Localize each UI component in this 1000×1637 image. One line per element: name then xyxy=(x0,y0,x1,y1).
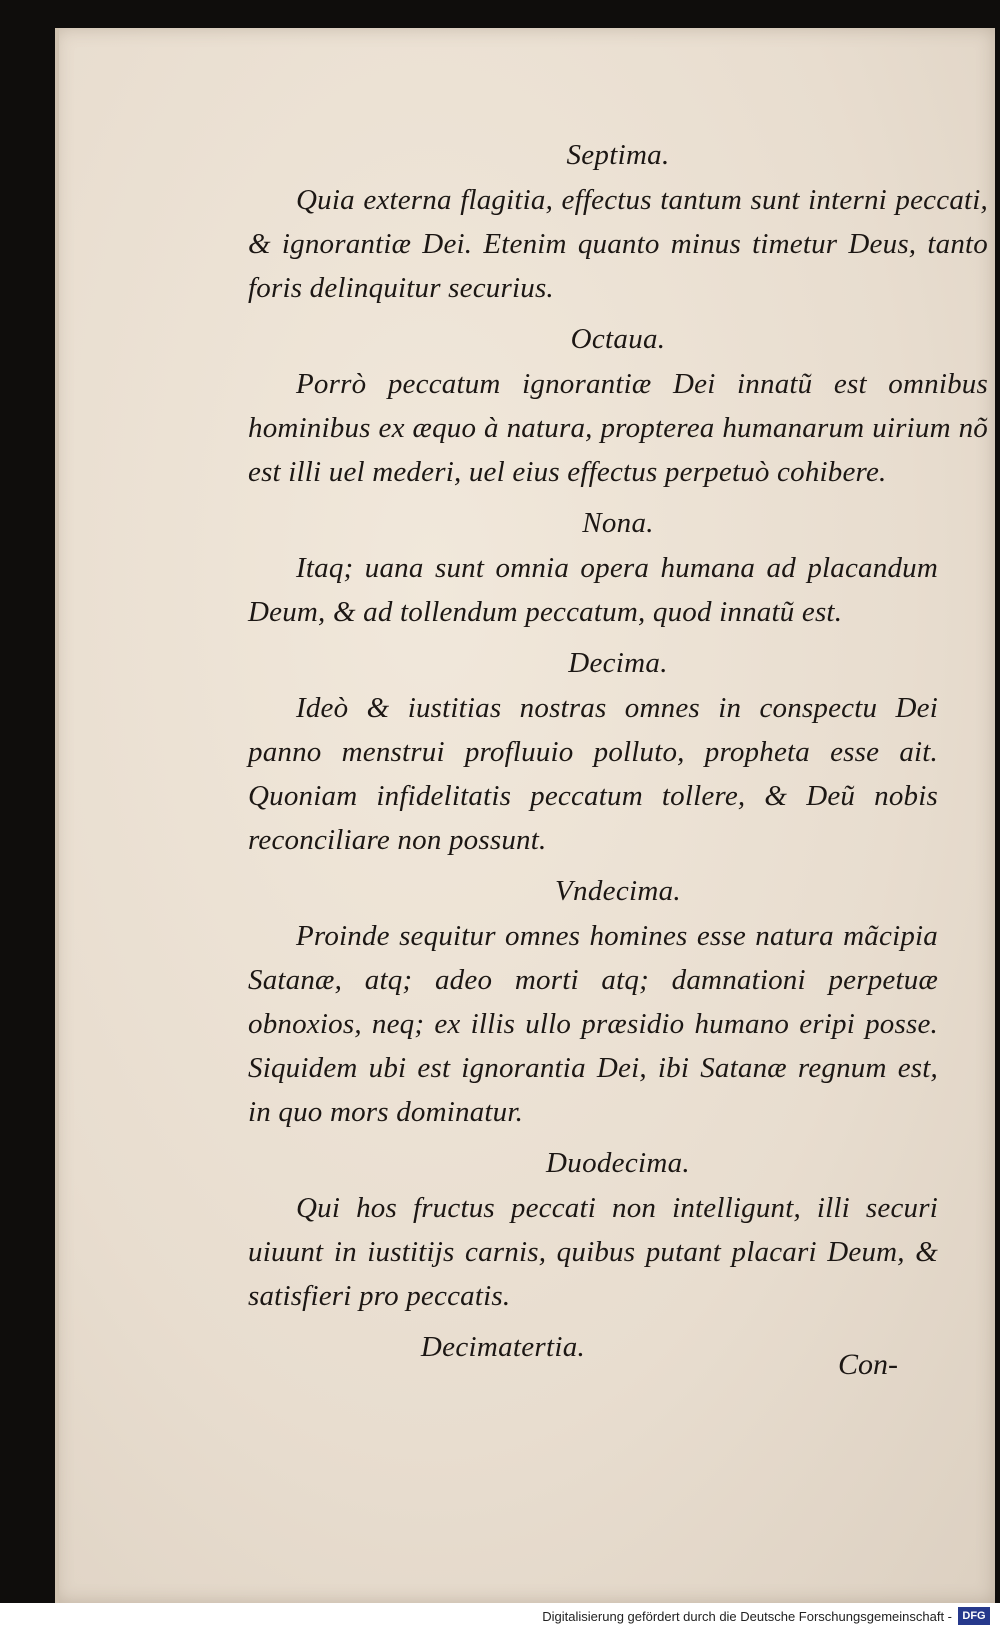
section-heading-septima: Septima. xyxy=(566,139,670,171)
section-text-decima: Ideò & iustitias nostras omnes in conspectu Dei panno menstrui profluuio polluto, propheta esse ait. Quoniam infidelitatis peccatum tollere, & Deũ nobis reconciliare non possunt. xyxy=(248,692,938,856)
funding-credit: Digitalisierung gefördert durch die Deutsche Forschungsgemeinschaft - xyxy=(542,1609,952,1624)
section-heading-nona: Nona. xyxy=(582,507,654,539)
page-text xyxy=(248,130,988,1370)
section-text-duodecima: Qui hos fructus peccati non intelligunt, illi securi uiuunt in iustitijs carnis, quibus putant placari Deum, & satisfieri pro peccatis. xyxy=(248,1192,938,1312)
catchword: Con- xyxy=(838,1348,898,1381)
section-heading-vndecima: Vndecima. xyxy=(555,875,681,907)
section-text-octaua: Porrò peccatum ignorantiæ Dei innatũ est omnibus hominibus ex æquo à natura, propterea humanarum uirium nõ est illi uel mederi, uel eius effectus perpetuò cohibere. xyxy=(248,368,988,488)
section-text-nona: Itaq; uana sunt omnia opera humana ad placandum Deum, & ad tollendum peccatum, quod innatũ est. xyxy=(248,552,938,628)
section-heading-duodecima: Duodecima. xyxy=(546,1147,690,1179)
page-edge xyxy=(55,28,59,1603)
dfg-logo: DFG xyxy=(958,1607,990,1625)
section-heading-octaua: Octaua. xyxy=(570,323,666,355)
section-text-vndecima: Proinde sequitur omnes homines esse natura mãcipia Satanæ, atq; adeo morti atq; damnationi perpetuæ obnoxios, neq; ex illis ullo præsidio humano eripi posse. Siquidem ubi est ignorantia Dei, ibi Satanæ regnum est, in quo mors dominatur. xyxy=(248,920,938,1128)
section-text-septima: Quia externa flagitia, effectus tantum sunt interni peccati, & ignorantiæ Dei. Etenim quanto minus timetur Deus, tanto foris delinquitur securius. xyxy=(248,184,988,304)
section-heading-decima: Decima. xyxy=(568,647,668,679)
section-heading-decimatertia: Decimatertia. xyxy=(420,1331,586,1363)
